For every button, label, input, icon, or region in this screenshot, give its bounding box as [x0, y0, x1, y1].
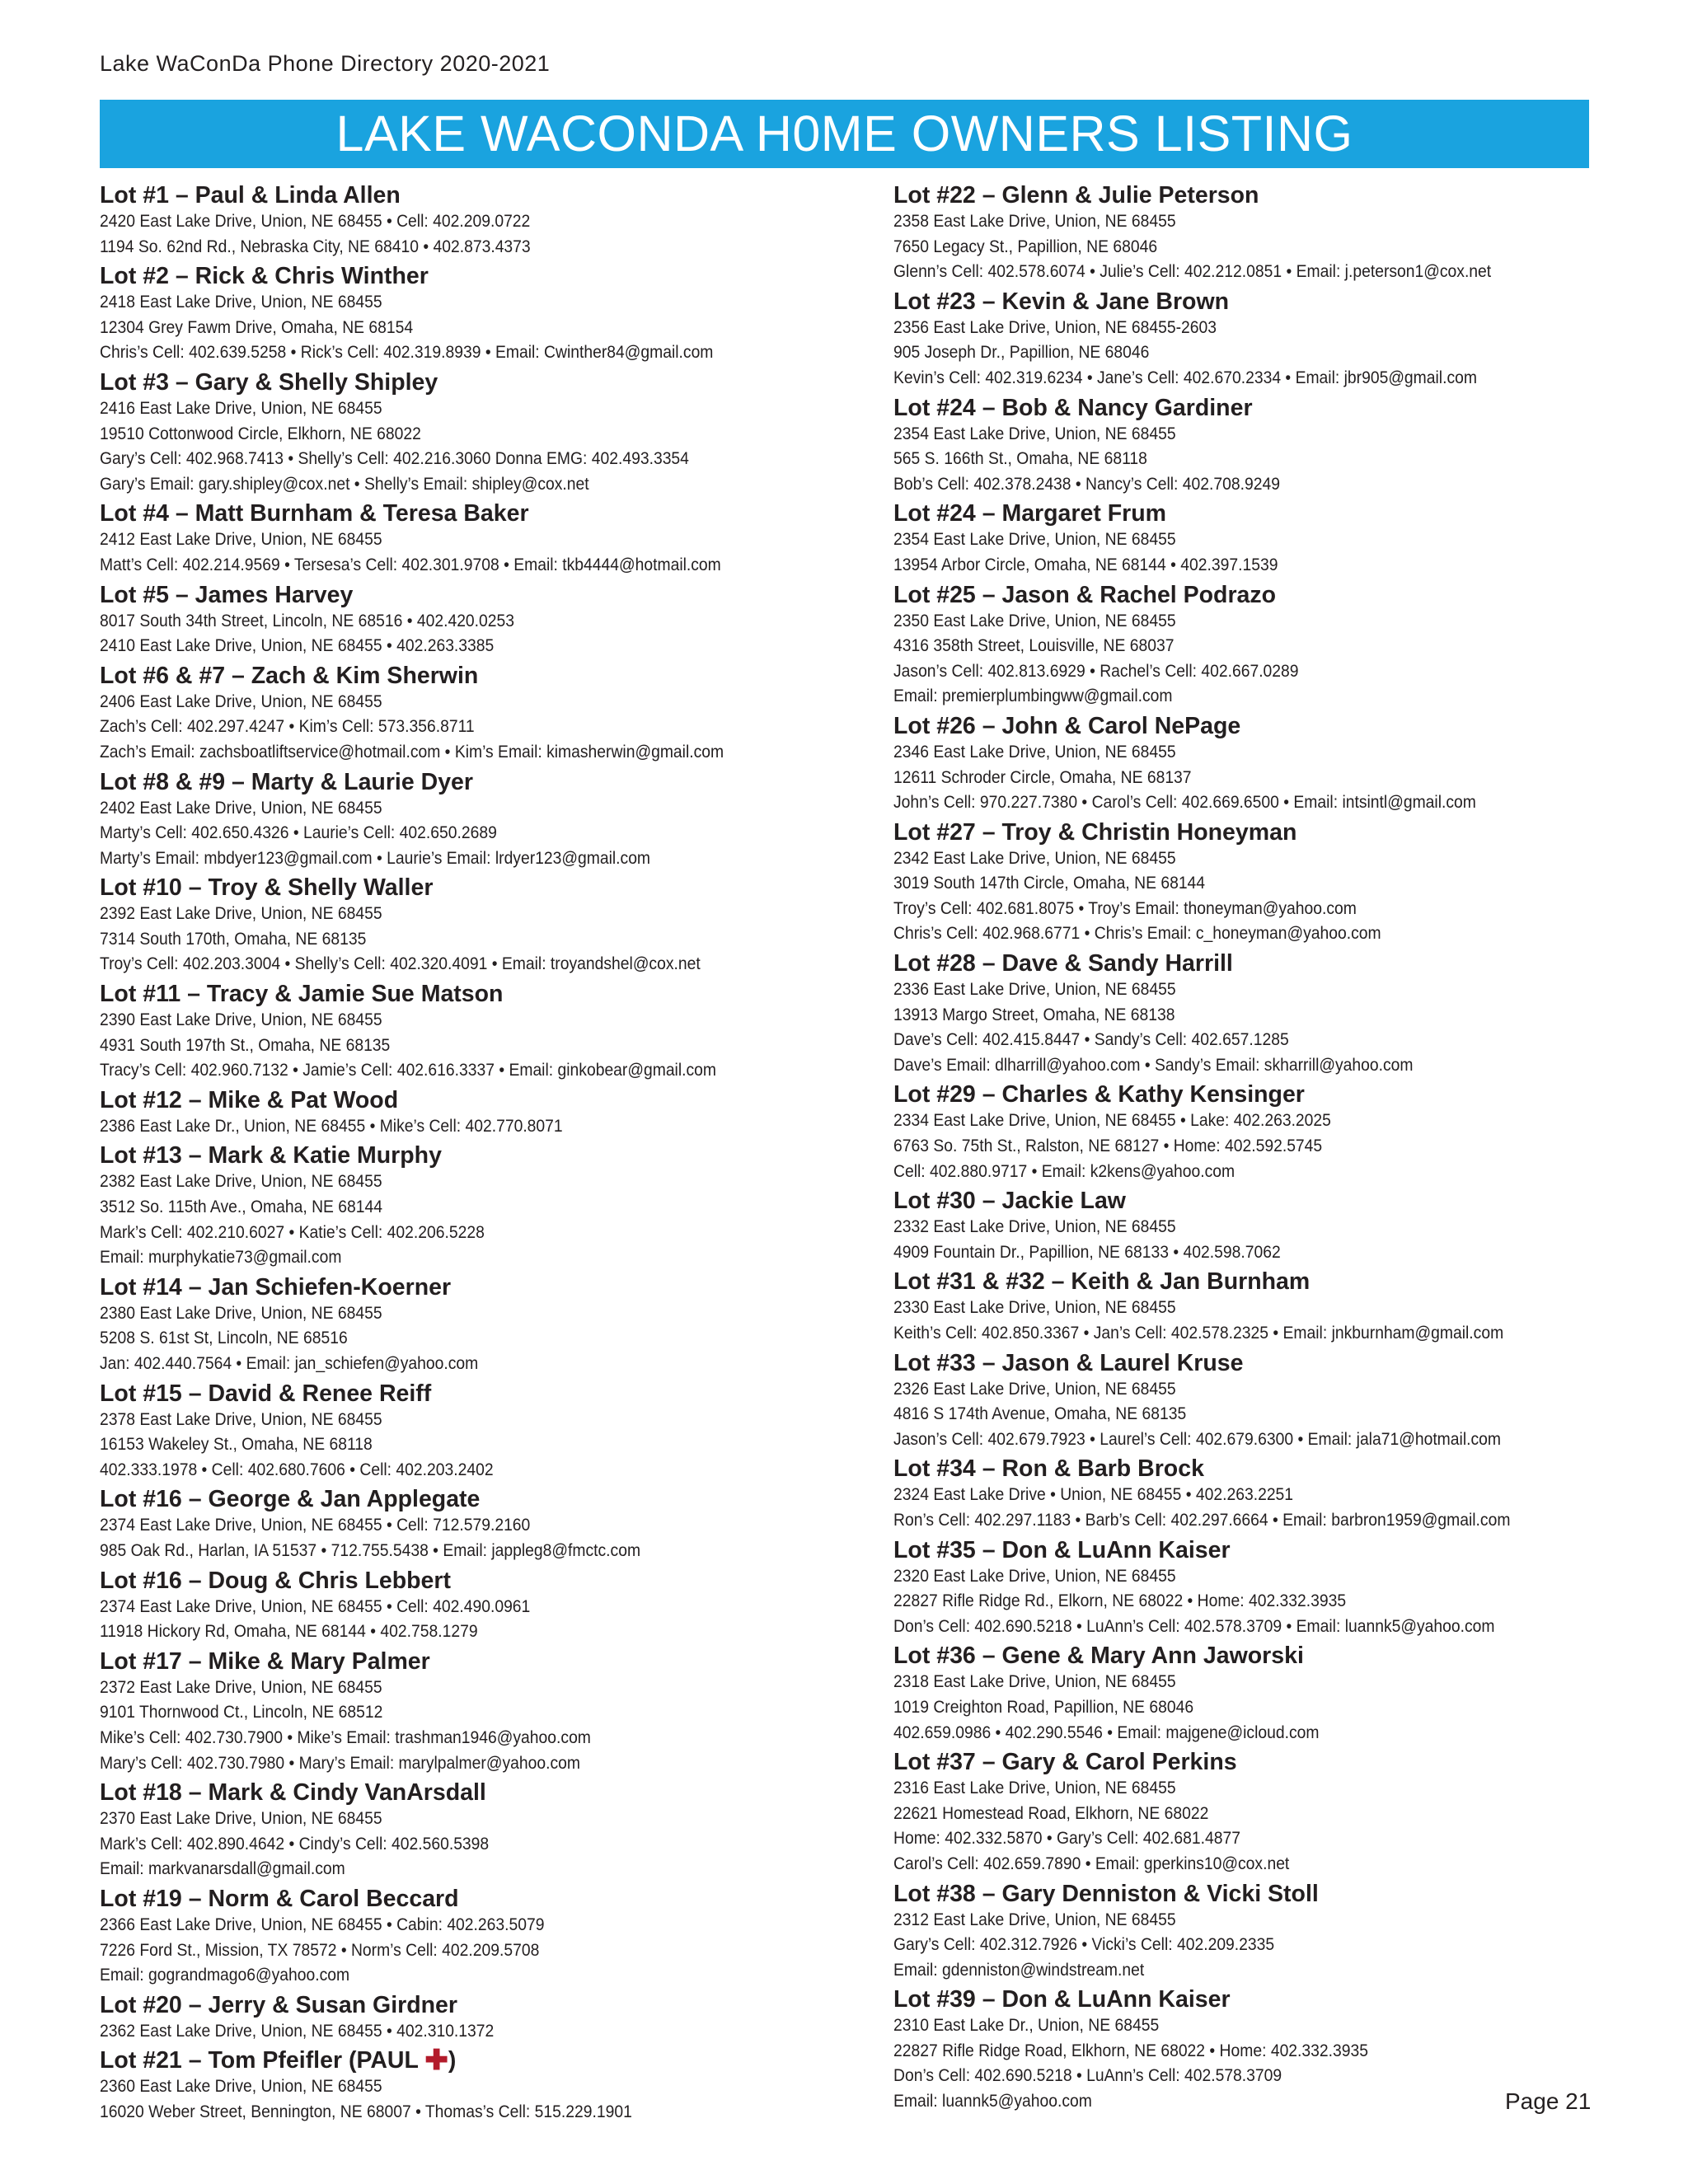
contact-line: Gary’s Cell: 402.968.7413 • Shelly’s Cell: 402.216.3060 Donna EMG: 402.493.3354: [100, 449, 689, 469]
left-column: [100, 181, 842, 2127]
contact-line: 2346 East Lake Drive, Union, NE 68455: [893, 742, 1176, 762]
lot-and-owner: Lot #20 – Jerry & Susan Girdner: [100, 1991, 457, 2018]
contact-line: Mark’s Cell: 402.210.6027 • Katie’s Cell: 402.206.5228: [100, 1222, 485, 1242]
entry-title: [100, 262, 842, 290]
contact-line: 7314 South 170th, Omaha, NE 68135: [100, 929, 367, 949]
owner-entry: [100, 499, 842, 578]
contact-line: 8017 South 34th Street, Lincoln, NE 68516 • 402.420.0253: [100, 611, 515, 630]
owner-entry: [893, 1536, 1635, 1640]
owner-entry: [893, 1455, 1635, 1533]
owner-entry: [100, 1273, 842, 1377]
contact-line: 12304 Grey Fawm Drive, Omaha, NE 68154: [100, 317, 414, 337]
contact-line: 2332 East Lake Drive, Union, NE 68455: [893, 1217, 1176, 1237]
contact-line: 2362 East Lake Drive, Union, NE 68455 • 402.310.1372: [100, 2021, 495, 2041]
contact-line: 2370 East Lake Drive, Union, NE 68455: [100, 1809, 382, 1829]
contact-line: 2356 East Lake Drive, Union, NE 68455-2603: [893, 317, 1217, 337]
lot-and-owner: Lot #8 & #9 – Marty & Laurie Dyer: [100, 768, 473, 795]
owner-entry: [100, 980, 842, 1084]
contact-line: 4316 358th Street, Louisville, NE 68037: [893, 636, 1175, 656]
entry-title: [100, 1141, 842, 1169]
contact-line: 6763 So. 75th St., Ralston, NE 68127 • Home: 402.592.5745: [893, 1137, 1323, 1156]
contact-line: 2372 East Lake Drive, Union, NE 68455: [100, 1677, 382, 1697]
contact-line: Mike’s Cell: 402.730.7900 • Mike’s Email: trashman1946@yahoo.com: [100, 1727, 591, 1747]
contact-line: Chris’s Cell: 402.968.6771 • Chris’s Email: c_honeyman@yahoo.com: [893, 924, 1381, 944]
lot-and-owner: Lot #5 – James Harvey: [100, 581, 354, 608]
owner-entry: [100, 181, 842, 260]
entry-title: [100, 2045, 842, 2077]
contact-line: Matt’s Cell: 402.214.9569 • Tersesa’s Cell: 402.301.9708 • Email: tkb4444@hotmail.com: [100, 555, 721, 574]
owner-entry: [100, 662, 842, 766]
contact-line: 7650 Legacy St., Papillion, NE 68046: [893, 237, 1158, 256]
contact-line: Gary’s Email: gary.shipley@cox.net • Shelly’s Email: shipley@cox.net: [100, 474, 589, 494]
contact-line: Carol’s Cell: 402.659.7890 • Email: gperkins10@cox.net: [893, 1854, 1290, 1873]
lot-and-owner: Lot #35 – Don & LuAnn Kaiser: [893, 1536, 1231, 1563]
lot-and-owner: Lot #2 – Rick & Chris Winther: [100, 263, 429, 290]
entry-title: [893, 394, 1635, 422]
owner-entry: [100, 1991, 842, 2045]
contact-line: 3512 So. 115th Ave., Omaha, NE 68144: [100, 1197, 383, 1217]
contact-line: 2360 East Lake Drive, Union, NE 68455: [100, 2077, 382, 2097]
contact-line: 16153 Wakeley St., Omaha, NE 68118: [100, 1435, 373, 1455]
entry-title: [893, 1985, 1635, 2013]
contact-line: 5208 S. 61st St, Lincoln, NE 68516: [100, 1329, 348, 1348]
contact-line: Mark’s Cell: 402.890.4642 • Cindy’s Cell: 402.560.5398: [100, 1834, 490, 1854]
contact-line: 2320 East Lake Drive, Union, NE 68455: [893, 1566, 1176, 1586]
owner-entry: [100, 1380, 842, 1483]
lot-and-owner: Lot #17 – Mike & Mary Palmer: [100, 1647, 430, 1675]
owner-entry: [100, 874, 842, 977]
page-banner: LAKE WACONDA H0ME OWNERS LISTING: [100, 100, 1589, 168]
contact-line: Troy’s Cell: 402.203.3004 • Shelly’s Cell: 402.320.4091 • Email: troyandshel@cox.net: [100, 954, 701, 974]
lot-and-owner: Lot #1 – Paul & Linda Allen: [100, 182, 401, 209]
contact-line: 2392 East Lake Drive, Union, NE 68455: [100, 904, 382, 924]
page-number: Page 21: [1505, 2088, 1592, 2114]
owner-entry: [100, 1647, 842, 1776]
lot-and-owner: Lot #14 – Jan Schiefen-Koerner: [100, 1273, 452, 1301]
contact-line: 2310 East Lake Dr., Union, NE 68455: [893, 2016, 1160, 2036]
contact-line: 2312 East Lake Drive, Union, NE 68455: [893, 1910, 1176, 1929]
owner-entry: [100, 368, 842, 497]
owner-entry: [893, 1268, 1635, 1346]
lot-and-owner: Lot #27 – Troy & Christin Honeyman: [893, 818, 1297, 846]
contact-line: 2412 East Lake Drive, Union, NE 68455: [100, 530, 382, 550]
entry-title: [100, 499, 842, 527]
contact-line: 2410 East Lake Drive, Union, NE 68455 • 402.263.3385: [100, 636, 495, 656]
lot-and-owner: Lot #24 – Margaret Frum: [893, 500, 1167, 527]
lot-and-owner: Lot #19 – Norm & Carol Beccard: [100, 1885, 459, 1912]
contact-line: 3019 South 147th Circle, Omaha, NE 68144: [893, 874, 1206, 893]
lot-and-owner: Lot #28 – Dave & Sandy Harrill: [893, 950, 1233, 977]
contact-line: 2382 East Lake Drive, Union, NE 68455: [100, 1172, 382, 1192]
lot-and-owner: Lot #33 – Jason & Laurel Kruse: [893, 1349, 1244, 1376]
contact-line: Jason’s Cell: 402.813.6929 • Rachel’s Cell: 402.667.0289: [893, 661, 1299, 681]
entry-title: [893, 1536, 1635, 1564]
entry-title: [100, 368, 842, 396]
owner-entry: [100, 2046, 842, 2125]
contact-line: 22621 Homestead Road, Elkhorn, NE 68022: [893, 1803, 1209, 1823]
contact-line: 16020 Weber Street, Bennington, NE 68007 • Thomas’s Cell: 515.229.1901: [100, 2102, 632, 2121]
contact-line: 2350 East Lake Drive, Union, NE 68455: [893, 611, 1176, 630]
contact-line: 2336 East Lake Drive, Union, NE 68455: [893, 980, 1176, 1000]
owner-entry: [893, 712, 1635, 816]
entry-title: [100, 1567, 842, 1595]
entry-title: [100, 1991, 842, 2019]
contact-line: Tracy’s Cell: 402.960.7132 • Jamie’s Cell: 402.616.3337 • Email: ginkobear@gmail.com: [100, 1061, 717, 1080]
owner-entry: [893, 1349, 1635, 1453]
contact-line: John’s Cell: 970.227.7380 • Carol’s Cell: 402.669.6500 • Email: intsintl@gmail.com: [893, 793, 1476, 813]
contact-line: 565 S. 166th St., Omaha, NE 68118: [893, 449, 1147, 469]
contact-line: Home: 402.332.5870 • Gary’s Cell: 402.681.4877: [893, 1829, 1241, 1849]
entry-title: [100, 980, 842, 1008]
contact-line: Cell: 402.880.9717 • Email: k2kens@yahoo.com: [893, 1161, 1236, 1181]
lot-and-owner: Lot #11 – Tracy & Jamie Sue Matson: [100, 981, 504, 1008]
lot-and-owner: Lot #12 – Mike & Pat Wood: [100, 1086, 399, 1113]
contact-line: 13913 Margo Street, Omaha, NE 68138: [893, 1005, 1175, 1024]
contact-line: 2378 East Lake Drive, Union, NE 68455: [100, 1409, 382, 1429]
entry-title: [893, 1080, 1635, 1108]
contact-line: 2402 East Lake Drive, Union, NE 68455: [100, 798, 382, 818]
contact-line: 4816 S 174th Avenue, Omaha, NE 68135: [893, 1404, 1187, 1424]
owner-entry: [893, 1080, 1635, 1184]
contact-line: Marty’s Email: mbdyer123@gmail.com • Laurie’s Email: lrdyer123@gmail.com: [100, 848, 651, 868]
contact-line: Email: premierplumbingww@gmail.com: [893, 687, 1173, 706]
lot-and-owner: Lot #34 – Ron & Barb Brock: [893, 1455, 1204, 1483]
entry-title: [100, 768, 842, 796]
contact-line: Zach’s Cell: 402.297.4247 • Kim’s Cell: 573.356.8711: [100, 717, 475, 737]
owner-entry: [100, 1885, 842, 1989]
contact-line: 2380 East Lake Drive, Union, NE 68455: [100, 1303, 382, 1323]
owner-entry: [893, 1748, 1635, 1877]
contact-line: Email: markvanarsdall@gmail.com: [100, 1859, 345, 1879]
contact-line: 2374 East Lake Drive, Union, NE 68455 • Cell: 712.579.2160: [100, 1516, 531, 1535]
lot-and-owner: Lot #38 – Gary Denniston & Vicki Stoll: [893, 1880, 1319, 1907]
contact-line: 2390 East Lake Drive, Union, NE 68455: [100, 1010, 382, 1030]
contact-line: 22827 Rifle Ridge Road, Elkhorn, NE 68022 • Home: 402.332.3935: [893, 2041, 1369, 2060]
entry-title: [893, 181, 1635, 209]
entry-title: [100, 1779, 842, 1807]
contact-line: 2418 East Lake Drive, Union, NE 68455: [100, 293, 382, 312]
entry-title: [893, 1880, 1635, 1908]
contact-line: 2354 East Lake Drive, Union, NE 68455: [893, 530, 1176, 550]
lot-and-owner: Lot #37 – Gary & Carol Perkins: [893, 1749, 1237, 1776]
contact-line: Glenn’s Cell: 402.578.6074 • Julie’s Cell: 402.212.0851 • Email: j.peterson1@cox.net: [893, 262, 1492, 282]
contact-line: 2416 East Lake Drive, Union, NE 68455: [100, 398, 382, 418]
owner-entry: [100, 1567, 842, 1645]
owner-entry: [100, 1779, 842, 1882]
entry-title: [100, 1647, 842, 1675]
lot-and-owner: Lot #13 – Mark & Katie Murphy: [100, 1142, 442, 1169]
contact-line: 402.333.1978 • Cell: 402.680.7606 • Cell: 402.203.2402: [100, 1460, 494, 1479]
entry-title: [100, 1273, 842, 1301]
contact-line: Jan: 402.440.7564 • Email: jan_schiefen@yahoo.com: [100, 1354, 479, 1373]
contact-line: 2374 East Lake Drive, Union, NE 68455 • Cell: 402.490.0961: [100, 1596, 531, 1616]
contact-line: Mary’s Cell: 402.730.7980 • Mary’s Email: marylpalmer@yahoo.com: [100, 1753, 580, 1773]
lot-and-owner: Lot #21 – Tom Pfeifler (PAUL: [100, 2047, 419, 2074]
contact-line: 2420 East Lake Drive, Union, NE 68455 • Cell: 402.209.0722: [100, 212, 531, 231]
entry-title: [100, 1485, 842, 1513]
entry-title: [100, 662, 842, 690]
title-suffix: ): [448, 2047, 457, 2074]
contact-line: 2316 East Lake Drive, Union, NE 68455: [893, 1779, 1176, 1798]
entry-title: [893, 1268, 1635, 1296]
contact-line: 4931 South 197th St., Omaha, NE 68135: [100, 1035, 391, 1055]
owner-entry: [100, 768, 842, 872]
contact-line: 4909 Fountain Dr., Papillion, NE 68133 • 402.598.7062: [893, 1242, 1281, 1262]
contact-line: 2342 East Lake Drive, Union, NE 68455: [893, 848, 1176, 868]
lot-and-owner: Lot #6 & #7 – Zach & Kim Sherwin: [100, 662, 479, 689]
contact-line: 19510 Cottonwood Circle, Elkhorn, NE 68022: [100, 424, 421, 443]
lot-and-owner: Lot #15 – David & Renee Reiff: [100, 1380, 432, 1407]
lot-and-owner: Lot #4 – Matt Burnham & Teresa Baker: [100, 500, 529, 527]
contact-line: 13954 Arbor Circle, Omaha, NE 68144 • 402.397.1539: [893, 555, 1278, 574]
contact-line: Keith’s Cell: 402.850.3367 • Jan’s Cell: 402.578.2325 • Email: jnkburnham@gmail.com: [893, 1324, 1504, 1343]
entry-title: [893, 712, 1635, 740]
entry-title: [893, 1187, 1635, 1215]
entry-title: [100, 1885, 842, 1913]
owner-entry: [893, 581, 1635, 710]
entry-title: [893, 1349, 1635, 1377]
contact-line: 402.659.0986 • 402.290.5546 • Email: majgene@icloud.com: [893, 1722, 1320, 1742]
contact-line: Email: luannk5@yahoo.com: [893, 2092, 1092, 2111]
contact-line: Bob’s Cell: 402.378.2438 • Nancy’s Cell: 402.708.9249: [893, 474, 1280, 494]
contact-line: Gary’s Cell: 402.312.7926 • Vicki’s Cell: 402.209.2335: [893, 1935, 1275, 1955]
contact-line: 2326 East Lake Drive, Union, NE 68455: [893, 1379, 1176, 1399]
contact-line: 2386 East Lake Dr., Union, NE 68455 • Mike’s Cell: 402.770.8071: [100, 1116, 563, 1136]
lot-and-owner: Lot #29 – Charles & Kathy Kensinger: [893, 1081, 1305, 1108]
contact-line: Chris’s Cell: 402.639.5258 • Rick’s Cell: 402.319.8939 • Email: Cwinther84@gmail.com: [100, 343, 714, 363]
contact-line: Email: gdenniston@windstream.net: [893, 1960, 1145, 1980]
lot-and-owner: Lot #30 – Jackie Law: [893, 1188, 1126, 1215]
entry-title: [100, 181, 842, 209]
entry-title: [100, 874, 842, 902]
contact-line: Dave’s Email: dlharrill@yahoo.com • Sandy’s Email: skharrill@yahoo.com: [893, 1055, 1414, 1075]
contact-line: Email: gograndmago6@yahoo.com: [100, 1966, 350, 1985]
owner-entry: [893, 1187, 1635, 1265]
contact-line: 11918 Hickory Rd, Omaha, NE 68144 • 402.758.1279: [100, 1622, 478, 1642]
entry-title: [893, 1642, 1635, 1670]
lot-and-owner: Lot #25 – Jason & Rachel Podrazo: [893, 581, 1277, 608]
entry-title: [893, 288, 1635, 316]
entry-title: [893, 818, 1635, 846]
contact-line: Zach’s Email: zachsboatliftservice@hotmail.com • Kim’s Email: kimasherwin@gmail.com: [100, 742, 724, 762]
lot-and-owner: Lot #22 – Glenn & Julie Peterson: [893, 182, 1259, 209]
owner-entry: [893, 949, 1635, 1078]
contact-line: 2354 East Lake Drive, Union, NE 68455: [893, 424, 1176, 443]
lot-and-owner: Lot #36 – Gene & Mary Ann Jaworski: [893, 1643, 1304, 1670]
owner-entry: [893, 499, 1635, 578]
entry-title: [893, 1455, 1635, 1483]
lot-and-owner: Lot #18 – Mark & Cindy VanArsdall: [100, 1779, 486, 1807]
contact-line: 905 Joseph Dr., Papillion, NE 68046: [893, 343, 1150, 363]
owner-entry: [893, 394, 1635, 498]
entry-title: [100, 581, 842, 609]
contact-line: Dave’s Cell: 402.415.8447 • Sandy’s Cell: 402.657.1285: [893, 1030, 1289, 1050]
contact-line: 12611 Schroder Circle, Omaha, NE 68137: [893, 767, 1192, 787]
contact-line: 985 Oak Rd., Harlan, IA 51537 • 712.755.5438 • Email: jappleg8@fmctc.com: [100, 1540, 641, 1560]
contact-line: 22827 Rifle Ridge Rd., Elkorn, NE 68022 • Home: 402.332.3935: [893, 1591, 1347, 1611]
running-head: Lake WaConDa Phone Directory 2020-2021: [100, 51, 551, 76]
entry-title: [893, 581, 1635, 609]
contact-line: Don’s Cell: 402.690.5218 • LuAnn’s Cell: 402.578.3709 • Email: luannk5@yahoo.com: [893, 1616, 1495, 1636]
lot-and-owner: Lot #24 – Bob & Nancy Gardiner: [893, 394, 1253, 421]
lot-and-owner: Lot #31 & #32 – Keith & Jan Burnham: [893, 1268, 1311, 1296]
contact-line: Jason’s Cell: 402.679.7923 • Laurel’s Cell: 402.679.6300 • Email: jala71@hotmail.com: [893, 1429, 1501, 1449]
lot-and-owner: Lot #16 – George & Jan Applegate: [100, 1486, 481, 1513]
contact-line: Email: murphykatie73@gmail.com: [100, 1248, 342, 1268]
contact-line: 1194 So. 62nd Rd., Nebraska City, NE 68410 • 402.873.4373: [100, 237, 531, 256]
lot-and-owner: Lot #23 – Kevin & Jane Brown: [893, 288, 1230, 315]
contact-line: 2406 East Lake Drive, Union, NE 68455: [100, 691, 382, 711]
entry-title: [100, 1380, 842, 1408]
red-cross-icon: ✚: [424, 2045, 448, 2077]
contact-line: Marty’s Cell: 402.650.4326 • Laurie’s Cell: 402.650.2689: [100, 823, 497, 843]
lot-and-owner: Lot #39 – Don & LuAnn Kaiser: [893, 1986, 1231, 2013]
contact-line: Ron’s Cell: 402.297.1183 • Barb’s Cell: 402.297.6664 • Email: barbron1959@gmail.com: [893, 1510, 1511, 1530]
lot-and-owner: Lot #16 – Doug & Chris Lebbert: [100, 1567, 451, 1594]
owner-entry: [893, 288, 1635, 391]
owner-entry: [893, 1642, 1635, 1746]
entry-title: [893, 499, 1635, 527]
owner-entry: [100, 581, 842, 659]
owner-entry: [100, 1086, 842, 1140]
owner-entry: [893, 818, 1635, 947]
contact-line: Don’s Cell: 402.690.5218 • LuAnn’s Cell: 402.578.3709: [893, 2066, 1282, 2086]
lot-and-owner: Lot #3 – Gary & Shelly Shipley: [100, 368, 438, 396]
contact-line: 2358 East Lake Drive, Union, NE 68455: [893, 212, 1176, 231]
contact-line: Kevin’s Cell: 402.319.6234 • Jane’s Cell: 402.670.2334 • Email: jbr905@gmail.com: [893, 368, 1477, 387]
lot-and-owner: Lot #10 – Troy & Shelly Waller: [100, 874, 434, 902]
contact-line: Troy’s Cell: 402.681.8075 • Troy’s Email: thoneyman@yahoo.com: [893, 898, 1357, 918]
owner-entry: [100, 1141, 842, 1270]
contact-line: 2330 East Lake Drive, Union, NE 68455: [893, 1298, 1176, 1318]
lot-and-owner: Lot #26 – John & Carol NePage: [893, 712, 1241, 739]
contact-line: 2324 East Lake Drive • Union, NE 68455 • 402.263.2251: [893, 1485, 1294, 1505]
owner-entry: [893, 1880, 1635, 1984]
owner-entry: [893, 181, 1635, 285]
entry-title: [893, 949, 1635, 977]
contact-line: 2366 East Lake Drive, Union, NE 68455 • Cabin: 402.263.5079: [100, 1915, 545, 1934]
entry-title: [893, 1748, 1635, 1776]
right-column: [893, 181, 1635, 2117]
contact-line: 2334 East Lake Drive, Union, NE 68455 • Lake: 402.263.2025: [893, 1111, 1331, 1131]
owner-entry: [100, 1485, 842, 1563]
contact-line: 7226 Ford St., Mission, TX 78572 • Norm’s Cell: 402.209.5708: [100, 1940, 540, 1960]
contact-line: 1019 Creighton Road, Papillion, NE 68046: [893, 1697, 1194, 1717]
owner-entry: [100, 262, 842, 366]
contact-line: 9101 Thornwood Ct., Lincoln, NE 68512: [100, 1703, 383, 1722]
contact-line: 2318 East Lake Drive, Union, NE 68455: [893, 1672, 1176, 1692]
entry-title: [100, 1086, 842, 1114]
